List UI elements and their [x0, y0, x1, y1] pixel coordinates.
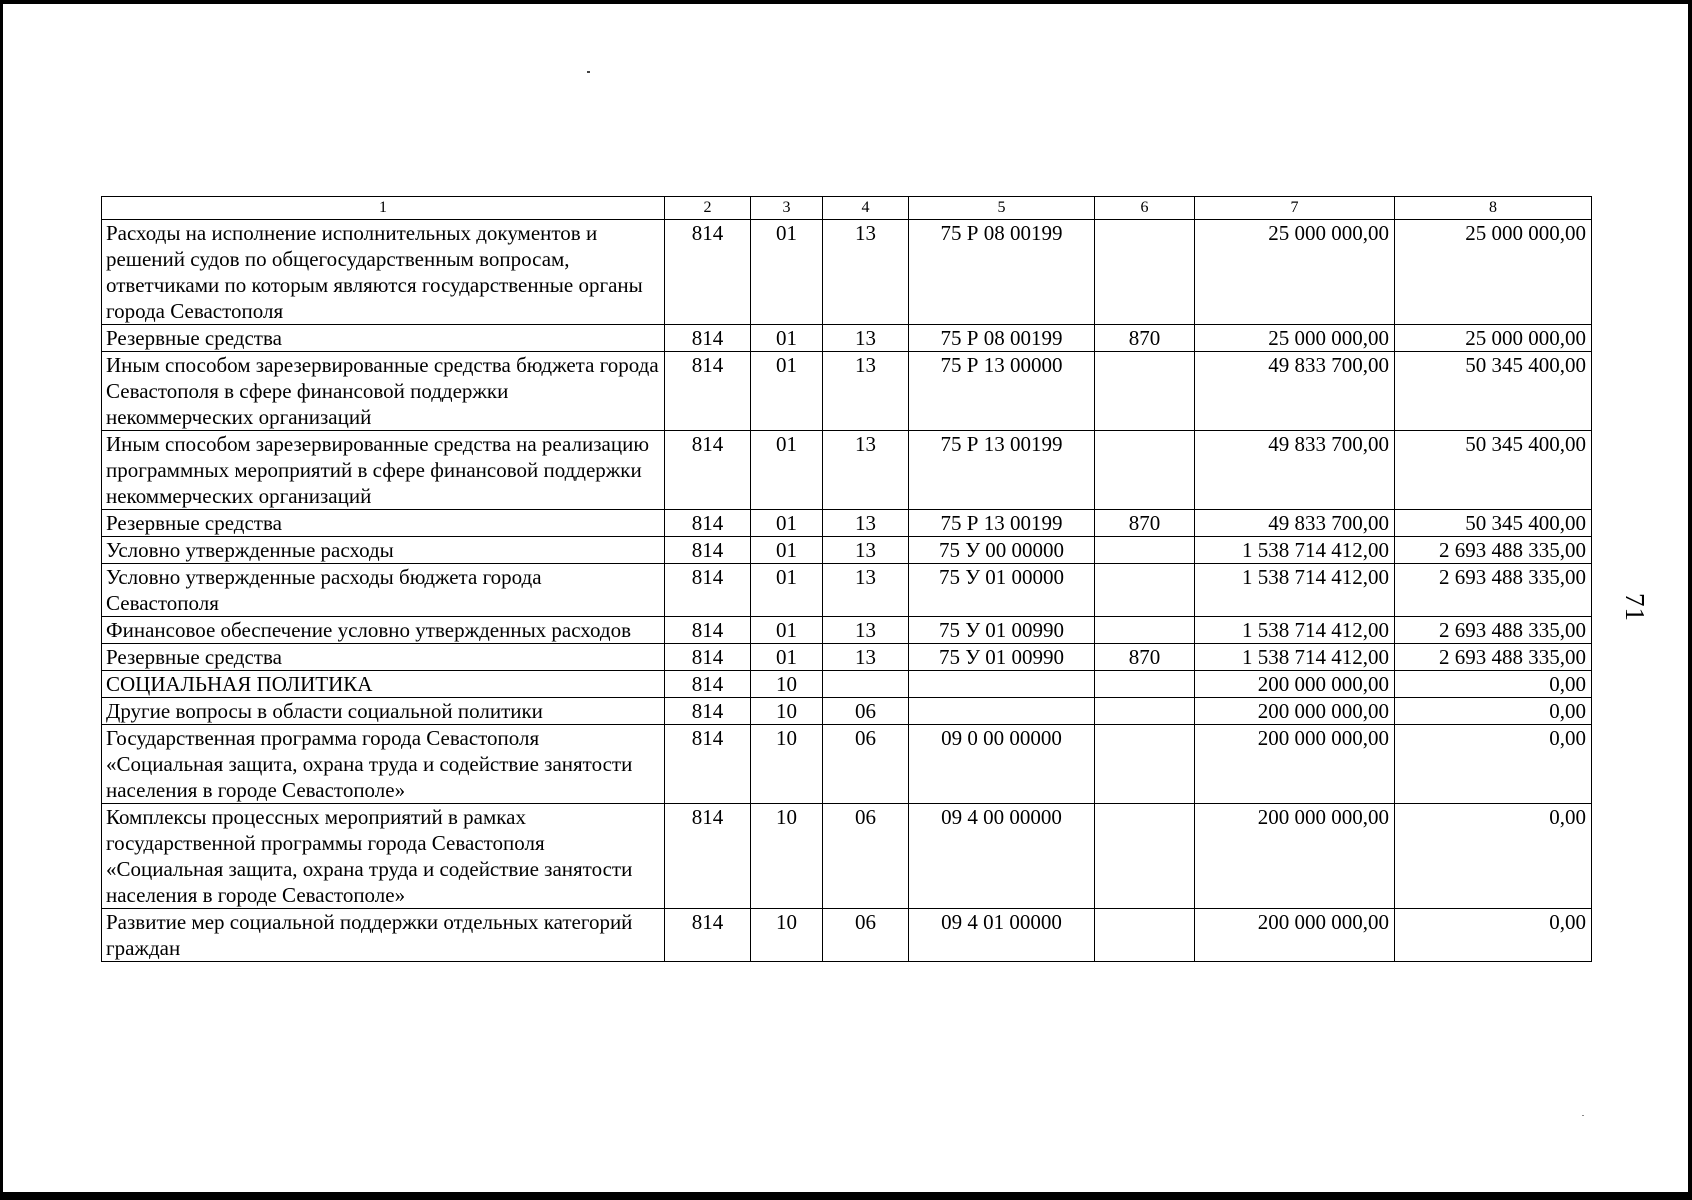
- cell-subsection: 13: [823, 537, 909, 564]
- cell-amount-col8: 0,00: [1395, 671, 1592, 698]
- cell-section: 01: [751, 510, 823, 537]
- cell-admin-code: 814: [665, 725, 751, 804]
- cell-expense-type: [1095, 909, 1195, 962]
- cell-amount-col8: 2 693 488 335,00: [1395, 617, 1592, 644]
- cell-amount-col8: 50 345 400,00: [1395, 431, 1592, 510]
- cell-amount-col8: 2 693 488 335,00: [1395, 564, 1592, 617]
- cell-expense-type: 870: [1095, 510, 1195, 537]
- cell-amount-col7: 1 538 714 412,00: [1195, 617, 1395, 644]
- cell-amount-col8: 2 693 488 335,00: [1395, 644, 1592, 671]
- row-name: Условно утвержденные расходы бюджета города Севастополя: [102, 564, 665, 617]
- cell-admin-code: 814: [665, 564, 751, 617]
- cell-amount-col7: 49 833 700,00: [1195, 431, 1395, 510]
- cell-section: 10: [751, 909, 823, 962]
- cell-amount-col8: 2 693 488 335,00: [1395, 537, 1592, 564]
- row-name: Расходы на исполнение исполнительных документов и решений судов по общегосударственным вопросам, ответчиками по которым являются государственные органы города Севастополя: [102, 220, 665, 325]
- cell-admin-code: 814: [665, 510, 751, 537]
- table-row: [102, 725, 1592, 804]
- table-row: [102, 671, 1592, 698]
- cell-amount-col8: 50 345 400,00: [1395, 352, 1592, 431]
- scan-border-bottom: [0, 1192, 1692, 1200]
- table-row: [102, 352, 1592, 431]
- table-row: [102, 909, 1592, 962]
- cell-section: 10: [751, 804, 823, 909]
- table-row: [102, 510, 1592, 537]
- cell-expense-type: [1095, 537, 1195, 564]
- cell-amount-col7: 1 538 714 412,00: [1195, 564, 1395, 617]
- scan-border-left: [0, 0, 3, 1200]
- cell-subsection: 13: [823, 220, 909, 325]
- cell-amount-col7: 1 538 714 412,00: [1195, 537, 1395, 564]
- cell-amount-col8: 0,00: [1395, 725, 1592, 804]
- row-name: Резервные средства: [102, 325, 665, 352]
- table-row: [102, 698, 1592, 725]
- cell-target-article: [909, 698, 1095, 725]
- table-header-row: [102, 197, 1592, 220]
- table-row: [102, 644, 1592, 671]
- table-row: [102, 537, 1592, 564]
- row-name: Развитие мер социальной поддержки отдельных категорий граждан: [102, 909, 665, 962]
- header-col-3: 3: [751, 197, 823, 220]
- cell-section: 10: [751, 698, 823, 725]
- cell-expense-type: [1095, 431, 1195, 510]
- row-name: Иным способом зарезервированные средства на реализацию программных мероприятий в сфере финансовой поддержки некоммерческих организаций: [102, 431, 665, 510]
- cell-amount-col7: 200 000 000,00: [1195, 698, 1395, 725]
- cell-expense-type: [1095, 671, 1195, 698]
- cell-amount-col7: 200 000 000,00: [1195, 671, 1395, 698]
- scan-speck: [1582, 1115, 1584, 1116]
- cell-admin-code: 814: [665, 352, 751, 431]
- page-number: 71: [1620, 593, 1650, 622]
- cell-section: 10: [751, 725, 823, 804]
- cell-admin-code: 814: [665, 644, 751, 671]
- cell-expense-type: [1095, 698, 1195, 725]
- cell-subsection: 13: [823, 325, 909, 352]
- cell-section: 01: [751, 564, 823, 617]
- scan-border-top: [0, 0, 1692, 4]
- header-col-6: 6: [1095, 197, 1195, 220]
- cell-amount-col8: 0,00: [1395, 909, 1592, 962]
- cell-amount-col7: 200 000 000,00: [1195, 909, 1395, 962]
- cell-target-article: 09 4 01 00000: [909, 909, 1095, 962]
- cell-target-article: 75 Р 13 00199: [909, 510, 1095, 537]
- cell-target-article: 09 0 00 00000: [909, 725, 1095, 804]
- cell-target-article: 75 У 01 00000: [909, 564, 1095, 617]
- cell-amount-col7: 25 000 000,00: [1195, 325, 1395, 352]
- cell-section: 01: [751, 537, 823, 564]
- row-name: Комплексы процессных мероприятий в рамках государственной программы города Севастополя «Социальная защита, охрана труда и содействие занятости населения в городе Севастополе»: [102, 804, 665, 909]
- budget-table: [101, 196, 1592, 962]
- table-row: [102, 804, 1592, 909]
- cell-amount-col7: 200 000 000,00: [1195, 804, 1395, 909]
- cell-target-article: 75 Р 13 00199: [909, 431, 1095, 510]
- cell-subsection: 13: [823, 617, 909, 644]
- cell-section: 01: [751, 431, 823, 510]
- header-col-8: 8: [1395, 197, 1592, 220]
- cell-target-article: [909, 671, 1095, 698]
- cell-subsection: 06: [823, 804, 909, 909]
- header-col-2: 2: [665, 197, 751, 220]
- cell-admin-code: 814: [665, 804, 751, 909]
- header-col-5: 5: [909, 197, 1095, 220]
- header-col-7: 7: [1195, 197, 1395, 220]
- cell-target-article: 09 4 00 00000: [909, 804, 1095, 909]
- cell-target-article: 75 Р 08 00199: [909, 220, 1095, 325]
- cell-amount-col7: 200 000 000,00: [1195, 725, 1395, 804]
- cell-subsection: 13: [823, 431, 909, 510]
- cell-admin-code: 814: [665, 537, 751, 564]
- cell-amount-col7: 1 538 714 412,00: [1195, 644, 1395, 671]
- cell-amount-col8: 25 000 000,00: [1395, 220, 1592, 325]
- cell-amount-col8: 50 345 400,00: [1395, 510, 1592, 537]
- row-name: Резервные средства: [102, 510, 665, 537]
- cell-admin-code: 814: [665, 671, 751, 698]
- header-col-1: 1: [102, 197, 665, 220]
- cell-expense-type: [1095, 617, 1195, 644]
- cell-amount-col7: 49 833 700,00: [1195, 352, 1395, 431]
- cell-amount-col8: 0,00: [1395, 804, 1592, 909]
- cell-admin-code: 814: [665, 698, 751, 725]
- cell-expense-type: [1095, 352, 1195, 431]
- cell-section: 10: [751, 671, 823, 698]
- cell-expense-type: [1095, 725, 1195, 804]
- cell-amount-col7: 49 833 700,00: [1195, 510, 1395, 537]
- row-name: Резервные средства: [102, 644, 665, 671]
- table-row: [102, 431, 1592, 510]
- cell-subsection: 06: [823, 698, 909, 725]
- cell-section: 01: [751, 352, 823, 431]
- cell-target-article: 75 Р 08 00199: [909, 325, 1095, 352]
- cell-expense-type: 870: [1095, 644, 1195, 671]
- cell-admin-code: 814: [665, 431, 751, 510]
- cell-subsection: 06: [823, 909, 909, 962]
- row-name: Другие вопросы в области социальной политики: [102, 698, 665, 725]
- header-col-4: 4: [823, 197, 909, 220]
- table-row: [102, 617, 1592, 644]
- table-row: [102, 564, 1592, 617]
- cell-target-article: 75 У 00 00000: [909, 537, 1095, 564]
- cell-expense-type: [1095, 564, 1195, 617]
- cell-amount-col7: 25 000 000,00: [1195, 220, 1395, 325]
- cell-section: 01: [751, 644, 823, 671]
- cell-admin-code: 814: [665, 617, 751, 644]
- scan-border-right: [1688, 0, 1692, 1200]
- row-name: Финансовое обеспечение условно утвержденных расходов: [102, 617, 665, 644]
- cell-admin-code: 814: [665, 220, 751, 325]
- cell-subsection: 13: [823, 352, 909, 431]
- cell-admin-code: 814: [665, 909, 751, 962]
- cell-amount-col8: 25 000 000,00: [1395, 325, 1592, 352]
- row-name: Государственная программа города Севастополя «Социальная защита, охрана труда и содействие занятости населения в городе Севастополе»: [102, 725, 665, 804]
- cell-expense-type: [1095, 804, 1195, 909]
- cell-target-article: 75 Р 13 00000: [909, 352, 1095, 431]
- row-name: Иным способом зарезервированные средства бюджета города Севастополя в сфере финансовой поддержки некоммерческих организаций: [102, 352, 665, 431]
- table-row: [102, 325, 1592, 352]
- cell-subsection: 06: [823, 725, 909, 804]
- cell-section: 01: [751, 220, 823, 325]
- cell-amount-col8: 0,00: [1395, 698, 1592, 725]
- cell-target-article: 75 У 01 00990: [909, 644, 1095, 671]
- cell-subsection: 13: [823, 644, 909, 671]
- row-name: СОЦИАЛЬНАЯ ПОЛИТИКА: [102, 671, 665, 698]
- scan-speck: [587, 71, 590, 73]
- row-name: Условно утвержденные расходы: [102, 537, 665, 564]
- cell-expense-type: [1095, 220, 1195, 325]
- cell-expense-type: 870: [1095, 325, 1195, 352]
- cell-section: 01: [751, 617, 823, 644]
- cell-section: 01: [751, 325, 823, 352]
- table-row: [102, 220, 1592, 325]
- cell-subsection: 13: [823, 510, 909, 537]
- cell-admin-code: 814: [665, 325, 751, 352]
- cell-subsection: [823, 671, 909, 698]
- cell-target-article: 75 У 01 00990: [909, 617, 1095, 644]
- cell-subsection: 13: [823, 564, 909, 617]
